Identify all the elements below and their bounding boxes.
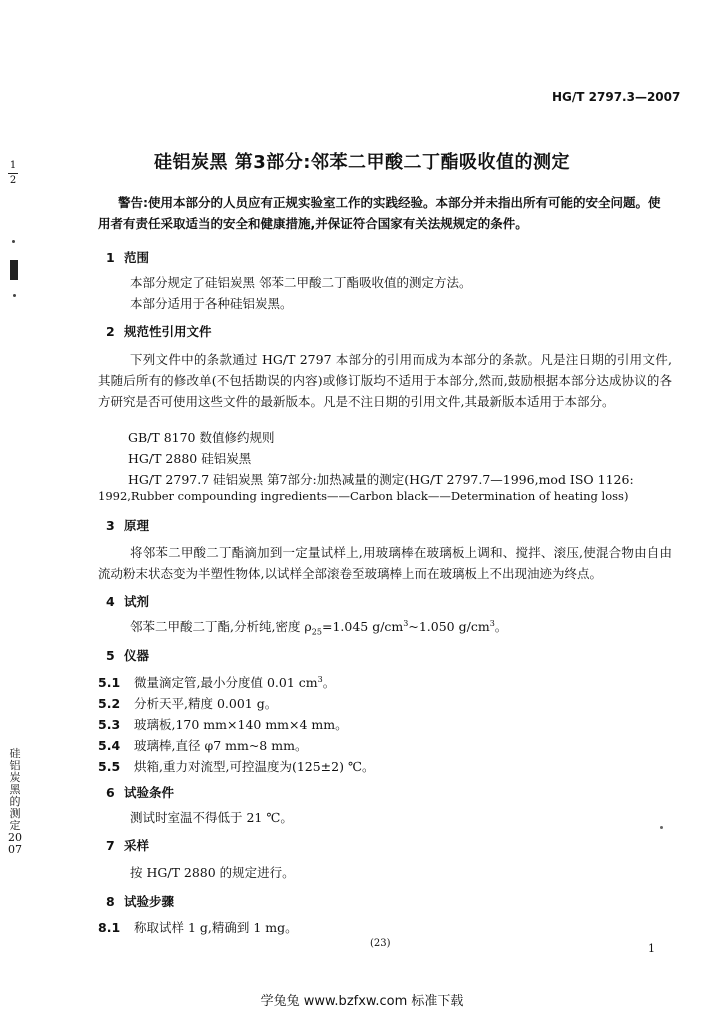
section-7-text: 按 HG/T 2880 的规定进行。 (130, 865, 295, 880)
reference-1: GB/T 8170 数值修约规则 (128, 430, 275, 445)
section-title: 试剂 (124, 594, 150, 609)
margin-mark (10, 260, 18, 280)
standard-code: HG/T 2797.3—2007 (552, 90, 681, 104)
section-number: 1 (106, 250, 115, 265)
section-1-heading (106, 248, 149, 266)
section-title: 原理 (124, 518, 150, 533)
reagent-text-a: 邻苯二甲酸二丁酯,分析纯,密度 ρ (130, 619, 312, 634)
item-text: 称取试样 1 g,精确到 1 mg。 (134, 920, 298, 935)
section-5-heading (106, 646, 149, 664)
item-number: 5.3 (98, 717, 121, 732)
section-2-heading (106, 322, 212, 340)
list-item (98, 757, 374, 775)
section-2-paragraph: 下列文件中的条款通过 HG/T 2797 本部分的引用而成为本部分的条款。凡是注日期的引用文件,其随后所有的修改单(不包括勘误的内容)或修订版均不适用于本部分,然而,鼓励根据本部分达成协议的各方研究是否可使用这些文件的最新版本。凡是不注日期的引用文件,其最新版本适用于本部分。 (98, 352, 672, 409)
section-number: 8 (106, 894, 115, 909)
section-4-heading (106, 592, 149, 610)
item-text: 玻璃棒,直径 φ7 mm~8 mm。 (134, 738, 308, 753)
item-number: 5.5 (98, 759, 121, 774)
section-number: 3 (106, 518, 115, 533)
list-item (98, 694, 277, 712)
page-number: (23) (370, 938, 391, 949)
section-title: 仪器 (124, 648, 150, 663)
section-number: 2 (106, 324, 115, 339)
section-title: 规范性引用文件 (124, 324, 212, 339)
fraction-bottom: 2 (9, 175, 17, 186)
section-1-line-2: 本部分适用于各种硅铝炭黑。 (130, 296, 293, 311)
page-speck (660, 826, 663, 829)
document-title: 硅铝炭黑 第3部分:邻苯二甲酸二丁酯吸收值的测定 (154, 152, 570, 173)
section-1-line-1: 本部分规定了硅铝炭黑 邻苯二甲酸二丁酯吸收值的测定方法。 (130, 275, 472, 290)
margin-vertical-text: 硅铝炭黑的测定2007 (8, 747, 22, 856)
list-item (98, 673, 335, 691)
list-item (98, 715, 348, 733)
unit-superscript: 3 (317, 674, 323, 684)
margin-speck (13, 294, 16, 297)
item-text: 玻璃板,170 mm×140 mm×4 mm。 (134, 717, 348, 732)
item-text: 烘箱,重力对流型,可控温度为(125±2) ℃。 (134, 759, 375, 774)
reference-3a: HG/T 2797.7 硅铝炭黑 第7部分:加热减量的测定(HG/T 2797.7—1996,mod ISO 1126: (128, 472, 634, 487)
page-number-right: 1 (648, 942, 655, 955)
reagent-description (130, 617, 507, 637)
section-3-paragraph: 将邻苯二甲酸二丁酯滴加到一定量试样上,用玻璃棒在玻璃板上调和、搅拌、滚压,使混合物由自由流动粉末状态变为半塑性物体,以试样全部滚卷至玻璃棒上而在玻璃板上不出现油迹为终点。 (98, 545, 672, 581)
item-number: 5.4 (98, 738, 121, 753)
item-text: 微量滴定管,最小分度值 0.01 cm (134, 675, 318, 690)
section-number: 7 (106, 838, 115, 853)
item-number: 8.1 (98, 920, 121, 935)
margin-fraction (8, 160, 18, 187)
reagent-text-c: ~1.050 g/cm (408, 619, 490, 634)
footer-watermark: 学兔兔 www.bzfxw.com 标准下载 (260, 994, 464, 1009)
reagent-text-b: =1.045 g/cm (321, 619, 404, 634)
reference-2: HG/T 2880 硅铝炭黑 (128, 451, 252, 466)
section-title: 范围 (124, 250, 150, 265)
section-8-heading (106, 892, 174, 910)
fraction-top: 1 (9, 160, 17, 171)
unit-superscript: 3 (403, 618, 409, 628)
section-6-text: 测试时室温不得低于 21 ℃。 (130, 810, 293, 825)
item-number: 5.1 (98, 675, 121, 690)
section-number: 4 (106, 594, 115, 609)
fraction-bar (8, 173, 18, 174)
warning-paragraph: 警告:使用本部分的人员应有正规实验室工作的实践经验。本部分并未指出所有可能的安全问题。使用者有责任采取适当的安全和健康措施,并保证符合国家有关法规规定的条件。 (98, 195, 661, 231)
section-6-heading (106, 783, 174, 801)
item-number: 5.2 (98, 696, 121, 711)
item-tail: 。 (322, 675, 336, 690)
reagent-text-d: 。 (494, 619, 508, 634)
list-item (98, 918, 298, 936)
reference-3b: 1992,Rubber compounding ingredients——Carbon black——Determination of heating loss) (98, 489, 629, 503)
section-3-heading (106, 516, 149, 534)
section-number: 5 (106, 648, 115, 663)
section-title: 试验条件 (124, 785, 175, 800)
unit-superscript: 3 (489, 618, 495, 628)
list-item (98, 736, 307, 754)
density-subscript: 25 (311, 627, 322, 637)
margin-speck (12, 240, 15, 243)
section-title: 试验步骤 (124, 894, 175, 909)
section-number: 6 (106, 785, 115, 800)
item-text: 分析天平,精度 0.001 g。 (134, 696, 278, 711)
section-7-heading (106, 836, 149, 854)
section-title: 采样 (124, 838, 150, 853)
